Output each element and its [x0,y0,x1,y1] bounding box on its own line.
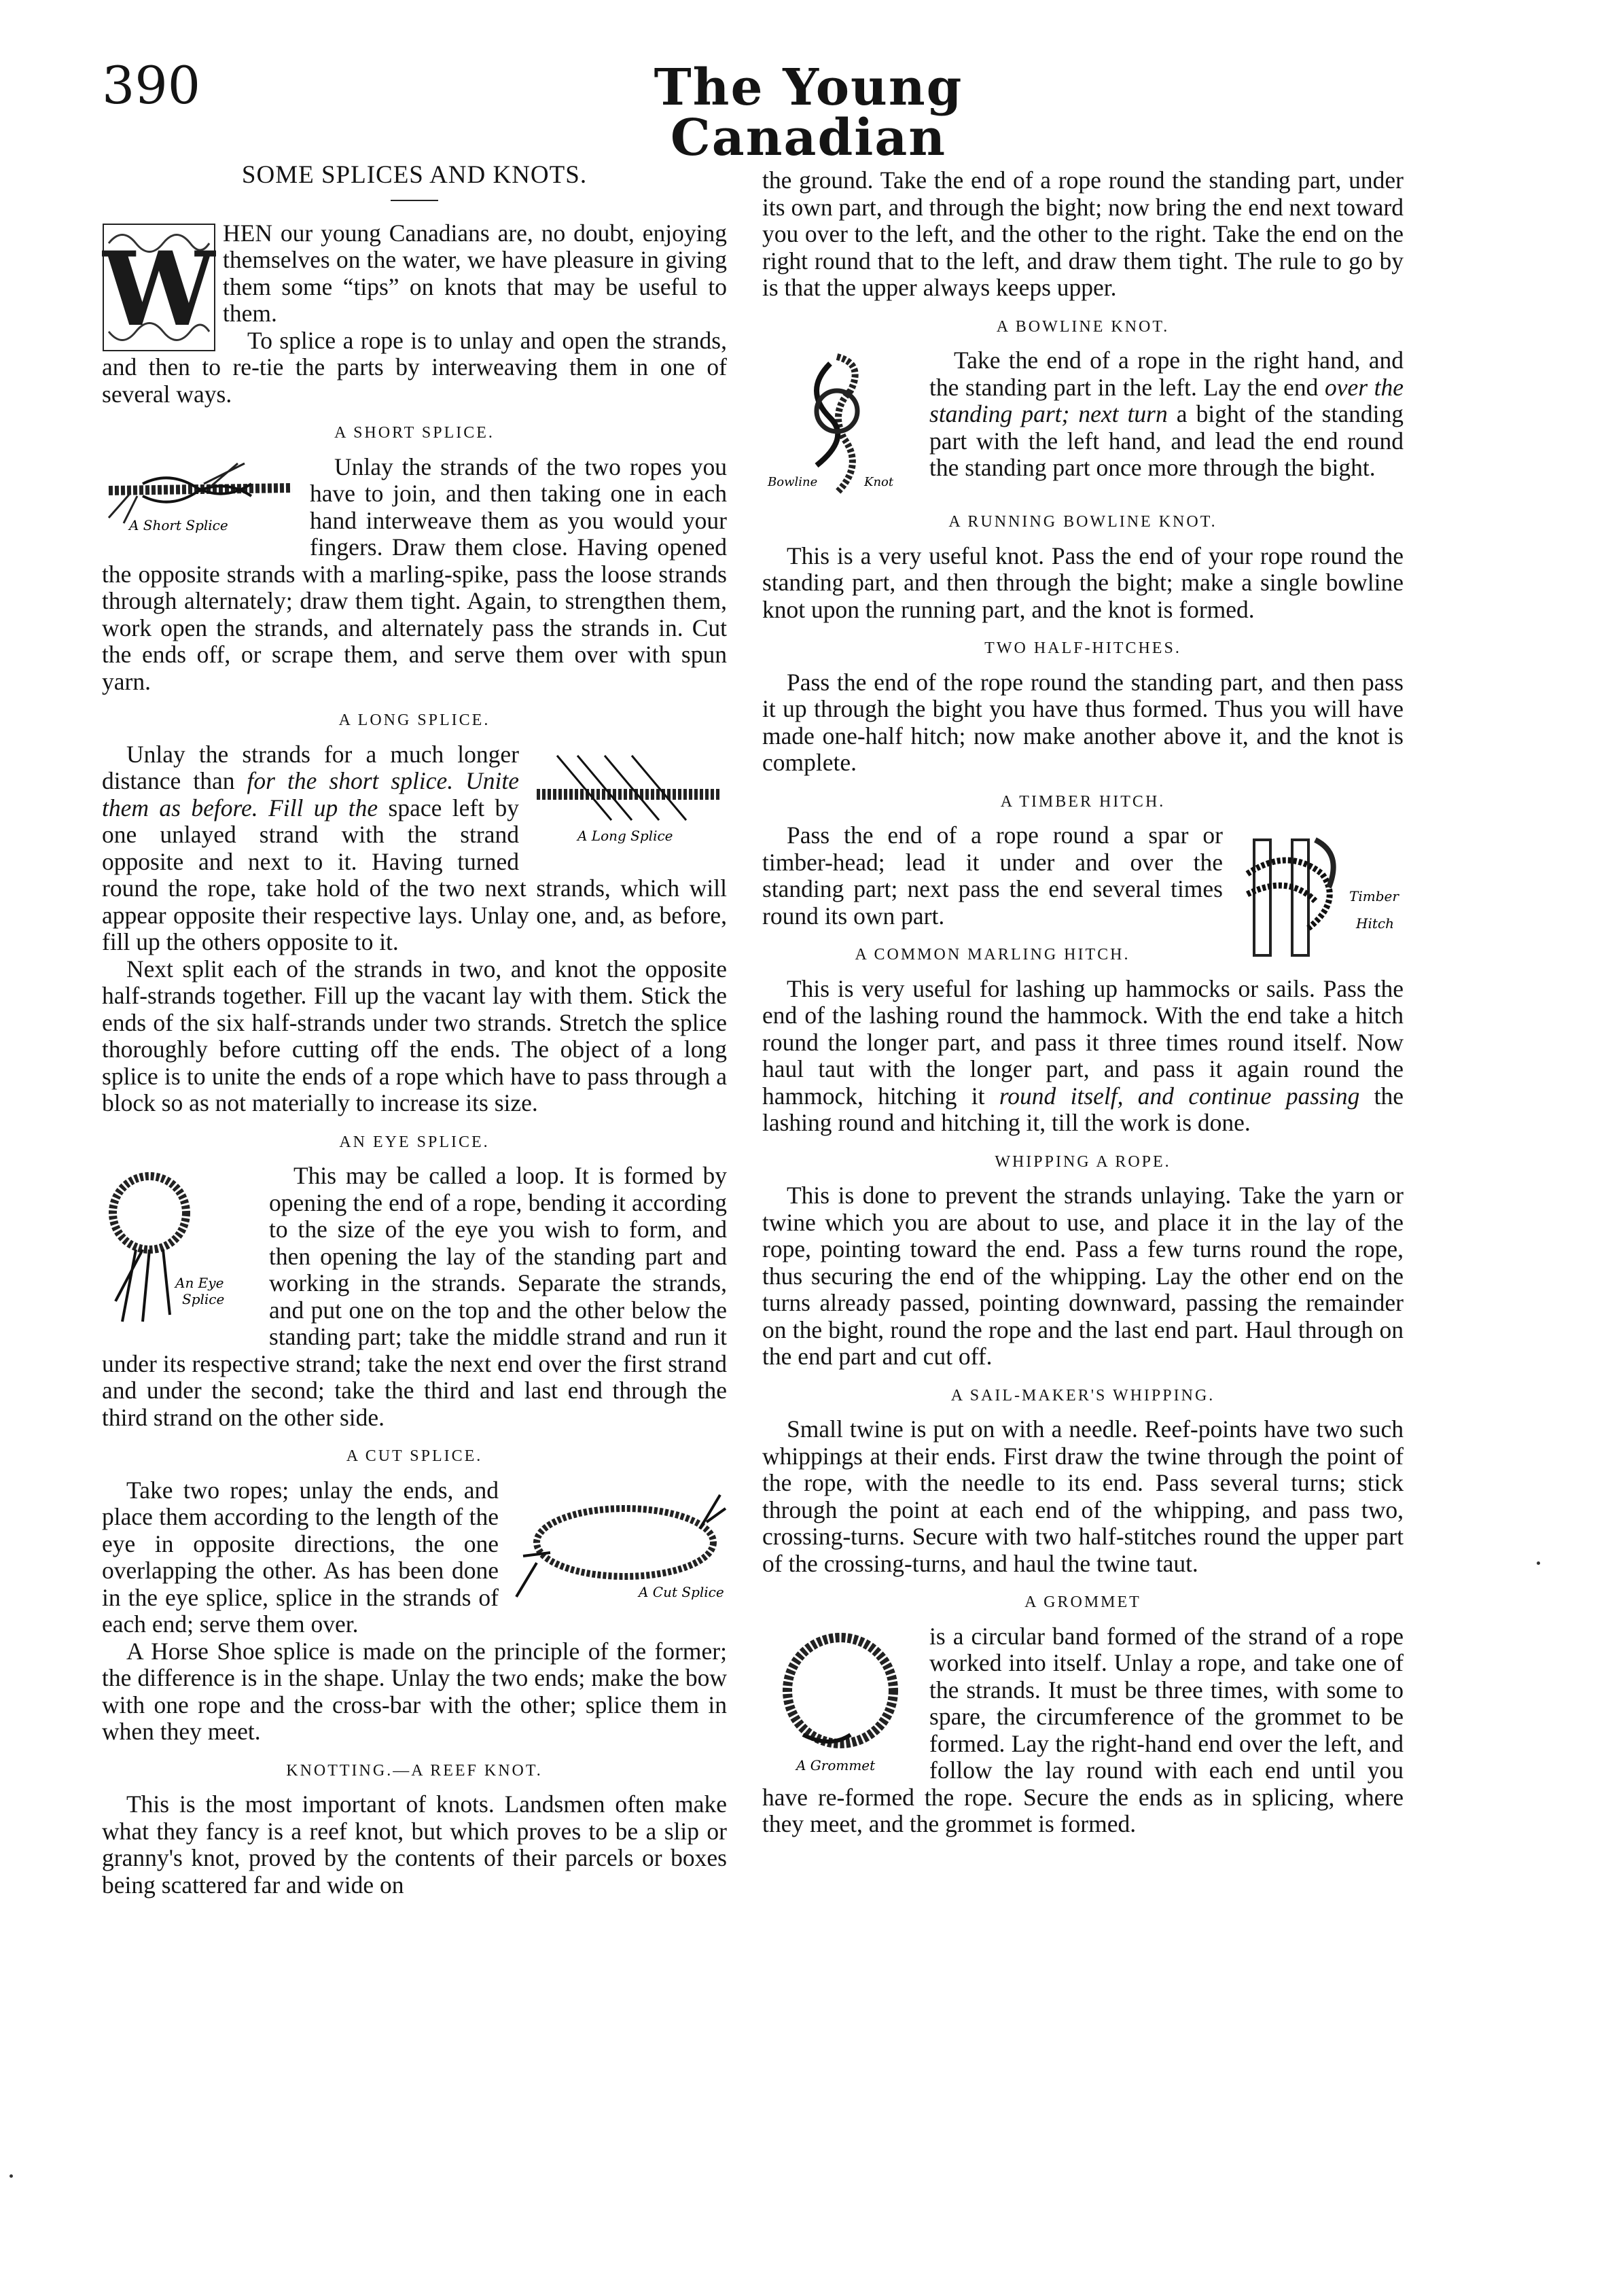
dropcap-letter: W [102,229,216,349]
eye-splice-caption-1: An Eye [175,1275,224,1291]
cut-splice-illustration [510,1481,727,1604]
timber-hitch-section [762,822,1404,930]
heading-running-bowline: A RUNNING BOWLINE KNOT. [948,513,1217,531]
grommet-caption: A Grommet [796,1756,876,1773]
eye-splice-illustration [102,1165,258,1328]
heading-sailmaker: A SAIL-MAKER'S WHIPPING. [950,1386,1215,1405]
short-splice-text: Unlay the strands of the two ropes you have to join, and then taking one in each hand interweave them as you would your fingers. Draw them close. Having opened the opposite strands with a marling-spike, pass the loose strands through alternately; draw them tight. Again, to strengthen them, work open the strands, and alternately pass the strands in. Cut the ends off, or scrape them, and serve them over with spun yarn. [102,453,727,695]
article-title: SOME SPLICES AND KNOTS. [241,161,588,189]
short-splice-caption: A Short Splice [129,516,228,533]
right-column [762,167,1404,1838]
cut-splice-text-2: A Horse Shoe splice is made on the principle of the former; the difference is in the shape. Unlay the two ends; make the bow with one rope and the cross-bar with the other; splice them in when they meet. [102,1637,727,1745]
dropcap-w-ornament [102,223,216,352]
sailmaker-text: Small twine is put on with a needle. Reef-points have two such whippings at their ends. First draw the twine through the point of the rope, with the needle to its end. Pass several turns; stick through the point at each end of the whipping, and pass two, crossing-turns. Secure with two half-stitches round the upper part of the crossing-turns, and haul the twine taut. [762,1415,1404,1577]
cut-splice-caption: A Cut Splice [639,1583,724,1600]
heading-long-splice: A LONG SPLICE. [338,711,490,729]
short-splice-illustration [102,457,299,538]
eye-splice-caption-2: Splice [182,1291,225,1307]
long-splice-caption: A Long Splice [577,827,673,844]
timber-hitch-illustration [1234,826,1404,969]
long-splice-illustration [530,745,727,847]
heading-reef-knot: KNOTTING.—A REEF KNOT. [286,1761,543,1780]
timber-hitch-caption-2: Hitch [1356,915,1394,932]
heading-grommet: A GROMMET [1024,1593,1141,1611]
long-splice-section [102,741,727,1117]
cut-splice-text-1: Take two ropes; unlay the ends, and place them according to the length of the eye in opposite directions, the one overlapping the other. As has been done in the eye splice, splice in the strands of each end; serve them over. [102,1476,499,1638]
bowline-text-italic: over the standing part; next turn [929,373,1404,427]
half-hitches-text: Pass the end of the rope round the standing part, and then pass it up through the bight you have thus formed. Thus you will have made one-half hitch; now make another above it, and the knot is complete. [762,668,1404,776]
marling-hitch-text-italic: round itself, and continue passing [999,1082,1360,1110]
print-speck [10,2174,13,2178]
print-speck [1537,1561,1540,1565]
bowline-text-start: Take the end of a rope in the right hand, and the standing part in the left. Lay the end [929,347,1404,401]
short-splice-section [102,454,727,696]
timber-hitch-caption-1: Timber [1349,888,1399,904]
journal-title: The Young Canadian [654,58,963,167]
whipping-text: This is done to prevent the strands unlaying. Take the yarn or twine which you are about to use, and place it in the lay of the rope, pointing toward the end. Pass a few turns round the rope, thus securing the end of the whipping. Lay the other end on the turns already passed, pointing downward, passing the remainder on the bight, round the rope and the last end part. Haul through on the end part and cut off. [762,1182,1404,1370]
bowline-text-end: a bight of the standing part with the left hand, and lead the end round the standing part once more through the bight. [929,400,1404,481]
eye-splice-section [102,1163,727,1431]
heading-bowline: A BOWLINE KNOT. [996,317,1170,336]
heading-half-hitches: TWO HALF-HITCHES. [984,639,1181,657]
long-splice-text-start: Unlay the strands for a much longer distance than [102,740,519,794]
reef-knot-continued: the ground. Take the end of a rope round the standing part, under its own part, and through the bight; now bring the end next toward you over to the left, and the other to the right. Take the end on the right round that to the left, and draw them tight. The rule to go by is that the upper always keeps upper. [762,166,1404,301]
title-rule [391,200,438,201]
cut-splice-section [102,1477,727,1746]
bowline-caption-1: Bowline [768,475,818,489]
heading-whipping: WHIPPING A ROPE. [995,1152,1171,1171]
heading-cut-splice: A CUT SPLICE. [346,1447,483,1465]
long-splice-text-end: space left by one unlayed strand with the strand opposite and next to it. Having turned round the rope, take hold of the two next strands, which will appear opposite their respective lays. Unlay one, and, as before, fill up the others opposite to it. [102,794,727,955]
long-splice-text-italic: for the short splice. Unite them as before. Fill up the [102,767,520,822]
heading-short-splice: A SHORT SPLICE. [334,424,495,442]
bowline-caption-2: Knot [864,475,894,489]
bowline-illustration [762,350,918,506]
heading-timber-hitch: A TIMBER HITCH. [1000,792,1166,811]
heading-eye-splice: AN EYE SPLICE. [339,1133,490,1151]
intro-paragraph-2: To splice a rope is to unlay and open the strands, and then to re-tie the parts by interweaving them in one of several ways. [102,326,727,408]
left-column [102,162,727,1898]
eye-splice-text: This may be called a loop. It is formed by opening the end of a rope, bending it according to the size of the eye you wish to form, and then opening the lay of the standing part and working in the strands. Separate the strands, and put one on the top and the other below the standing part; take the middle strand and run it under its respective strand; take the next end over the first strand and under the second; take the third and last end through the third strand on the other side. [102,1162,727,1431]
intro-paragraph: HEN our young Canadians are, no doubt, enjoying themselves on the water, we have pleasure in giving them some “tips” on knots that may be useful to them. [223,219,727,327]
bowline-section [762,347,1404,489]
reef-knot-text: This is the most important of knots. Landsmen often make what they fancy is a reef knot, but which proves to be a slip or granny's knot, proved by the contents of their parcels or boxes being scattered far and wide on [102,1790,727,1898]
heading-marling-hitch: A COMMON MARLING HITCH. [855,946,1130,964]
grommet-text: is a circular band formed of the strand of a rope worked into itself. Unlay a rope, and take one of the strands. It must be three times, with some to spare, the circumference of the grommet to be formed. Lay the right-hand end over the left, and follow the lay round with each end until you have re-formed the rope. Secure the ends as in splicing, where they meet, and the grommet is formed. [762,1622,1404,1837]
marling-hitch-text-end: the lashing round and hitching it, till the work is done. [762,1082,1404,1136]
page-number: 390 [102,55,201,116]
running-bowline-text: This is a very useful knot. Pass the end of your rope round the standing part, and then through the bight; make a single bowline knot upon the running part, and the knot is formed. [762,542,1404,623]
marling-hitch-text-start: This is very useful for lashing up hammocks or sails. Pass the end of the lashing round the hammock. With the end take a hitch round the longer part, and pass it three times round itself. Now haul taut with the longer part, and pass it again round the hammock, hitching it [762,974,1404,1110]
grommet-section [762,1623,1404,1838]
timber-hitch-text: Pass the end of a rope round a spar or timber-head; lead it under and over the standing part; next pass the end several times round its own part. [762,822,1223,930]
grommet-illustration [762,1626,918,1776]
long-splice-text-2: Next split each of the strands in two, and knot the opposite half-strands together. Fill up the vacant lay with them. Stick the ends of the six half-strands under two strands. Stretch the splice thoroughly before cutting off the ends. The object of a long splice is to unite the ends of a rope which have to pass through a block so as not materially to increase its size. [102,955,727,1116]
